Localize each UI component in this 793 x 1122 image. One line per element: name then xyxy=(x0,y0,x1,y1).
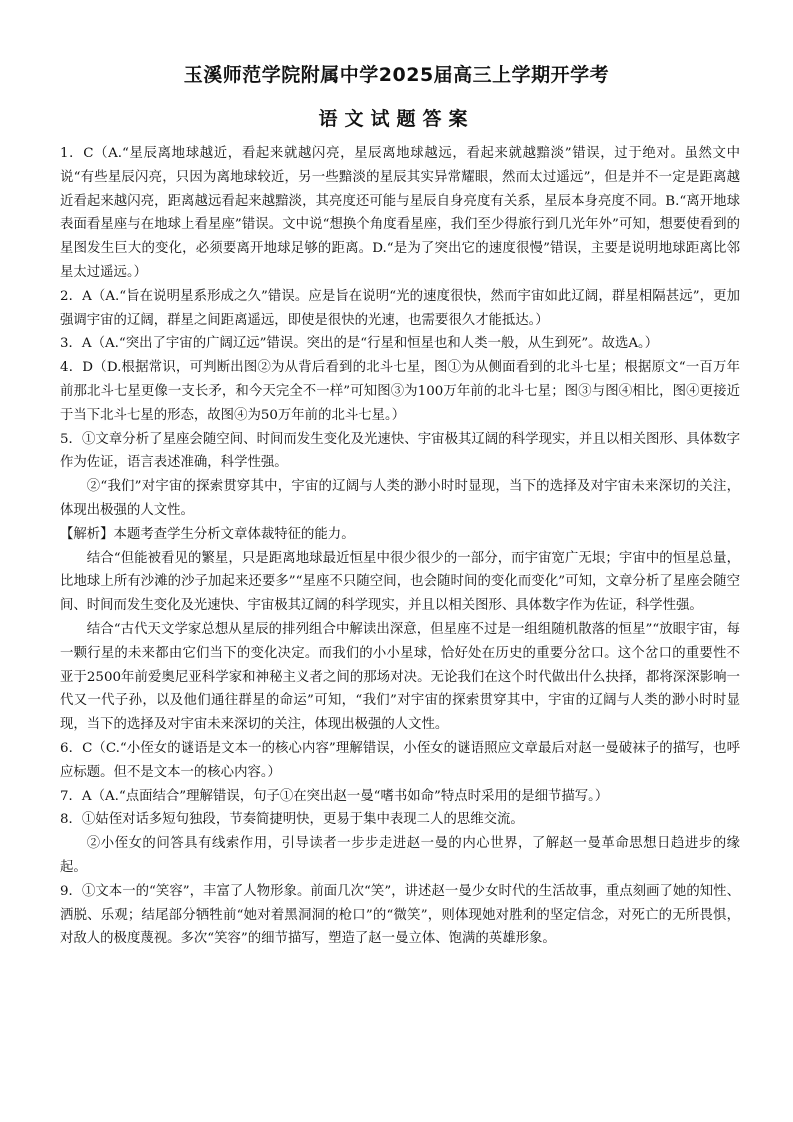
answer-q7: 7．A（A.“点面结合”理解错误，句子①在突出赵一曼“嗜书如命”特点时采用的是细节描写。） xyxy=(60,788,609,804)
answer-q8-point-2: ②小侄女的问答具有线索作用，引导读者一步步走进赵一曼的内心世界，了解赵一曼革命思想日趋进步的缘起。 xyxy=(60,836,740,875)
answer-q2: 2．A（A.“旨在说明星系形成之久”错误。应是旨在说明“光的速度很快，然而宇宙如此辽阔，群星相隔甚远”，更加强调宇宙的辽阔，群星之间距离遥远，即使是很快的光速，也需要很久才能抵达。） xyxy=(60,288,740,328)
answer-q4: 4．D（D.根据常识，可判断出图②为从背后看到的北斗七星，图①为从侧面看到的北斗七星；根据原文“一百万年前那北斗七星更像一支长矛，和今天完全不一样”可知图③为100万年前的北斗七星；图③与图④相比，图④更接近于当下北斗七星的形态，故图④为50万年前的北斗七星。） xyxy=(60,360,740,423)
analysis-paragraph-2: 结合“古代天文学家总想从星辰的排列组合中解读出深意，但星座不过是一组组随机散落的恒星”“放眼宇宙，每一颗行星的未来都由它们当下的变化决定。而我们的小小星球，恰好处在历史的重要分岔口。这个岔口的重要性不亚于2500年前爱奥尼亚科学家和神秘主义者之间的那场对决。无论我们在这个时代做出什么抉择，都将深深影响一代又一代子孙，以及他们通往群星的命运”可知，“我们”对宇宙的探索贯穿其中，宇宙的辽阔与人类的渺小时时显现，当下的选择及对宇宙未来深切的关注，体现出极强的人文性。 xyxy=(60,621,740,733)
answer-q3: 3．A（A.“突出了宇宙的广阔辽远”错误。突出的是“行星和恒星也和人类一般，从生到死”。故选A。） xyxy=(60,336,659,352)
answer-q6: 6．C（C.“小侄女的谜语是文本一的核心内容”理解错误，小侄女的谜语照应文章最后对赵一曼破袜子的描写，也呼应标题。但不是文本一的核心内容。） xyxy=(60,740,740,780)
answer-q5-point-2: ②“我们”对宇宙的探索贯穿其中，宇宙的辽阔与人类的渺小时时显现，当下的选择及对宇宙未来深切的关注，体现出极强的人文性。 xyxy=(60,479,740,518)
answer-q1: 1．C（A.“星辰离地球越近，看起来就越闪亮，星辰离地球越远，看起来就越黯淡”错误，过于绝对。虽然文中说“有些星辰闪亮，只因为离地球较近，另一些黯淡的星辰其实异常耀眼，然而太过遥远”，但是并不一定是距离越近看起来越闪亮，距离越远看起来越黯淡，其亮度还可能与星辰自身亮度有关系，星辰本身亮度不同。B.“离开地球表面看星座与在地球上看星座”错误。文中说“想换个角度看星座，我们至少得旅行到几光年外”可知，想要使看到的星图发生巨大的变化，必须要离开地球足够的距离。D.“是为了突出它的速度很慢”错误，主要是说明地球距离比邻星太过遥远。） xyxy=(60,146,740,280)
analysis-heading: 【解析】本题考查学生分析文章体裁特征的能力。 xyxy=(60,526,355,542)
document-title: 玉溪师范学院附属中学2025届高三上学期开学考 xyxy=(183,64,610,86)
document-subtitle: 语文试题答案 xyxy=(318,108,475,130)
analysis-paragraph-1: 结合“但能被看见的繁星，只是距离地球最近恒星中很少很少的一部分，而宇宙宽广无垠；宇宙中的恒星总量，比地球上所有沙滩的沙子加起来还要多”“星座不只随空间，也会随时间的变化而变化”可知，文章分析了星座会随空间、时间而发生变化及光速快、宇宙极其辽阔的科学现实，并且以相关图形、具体数字作为佐证，科学性强。 xyxy=(60,550,740,614)
answer-q9: 9．①文本一的“笑容”，丰富了人物形象。前面几次“笑”，讲述赵一曼少女时代的生活故事，重点刻画了她的知性、洒脱、乐观；结尾部分牺牲前“她对着黑洞洞的枪口”的“微笑”，则体现她对胜利的坚定信念，对死亡的无所畏惧，对敌人的极度蔑视。多次“笑容”的细节描写，塑造了赵一曼立体、饱满的英雄形象。 xyxy=(60,883,740,947)
answer-q5-point-1: 5．①文章分析了星座会随空间、时间而发生变化及光速快、宇宙极其辽阔的科学现实，并且以相关图形、具体数字作为佐证，语言表述准确，科学性强。 xyxy=(60,431,740,471)
answer-body xyxy=(60,142,740,951)
answer-q8-point-1: 8．①姑侄对话多短句独段，节奏简捷明快，更易于集中表现二人的思维交流。 xyxy=(60,812,524,828)
